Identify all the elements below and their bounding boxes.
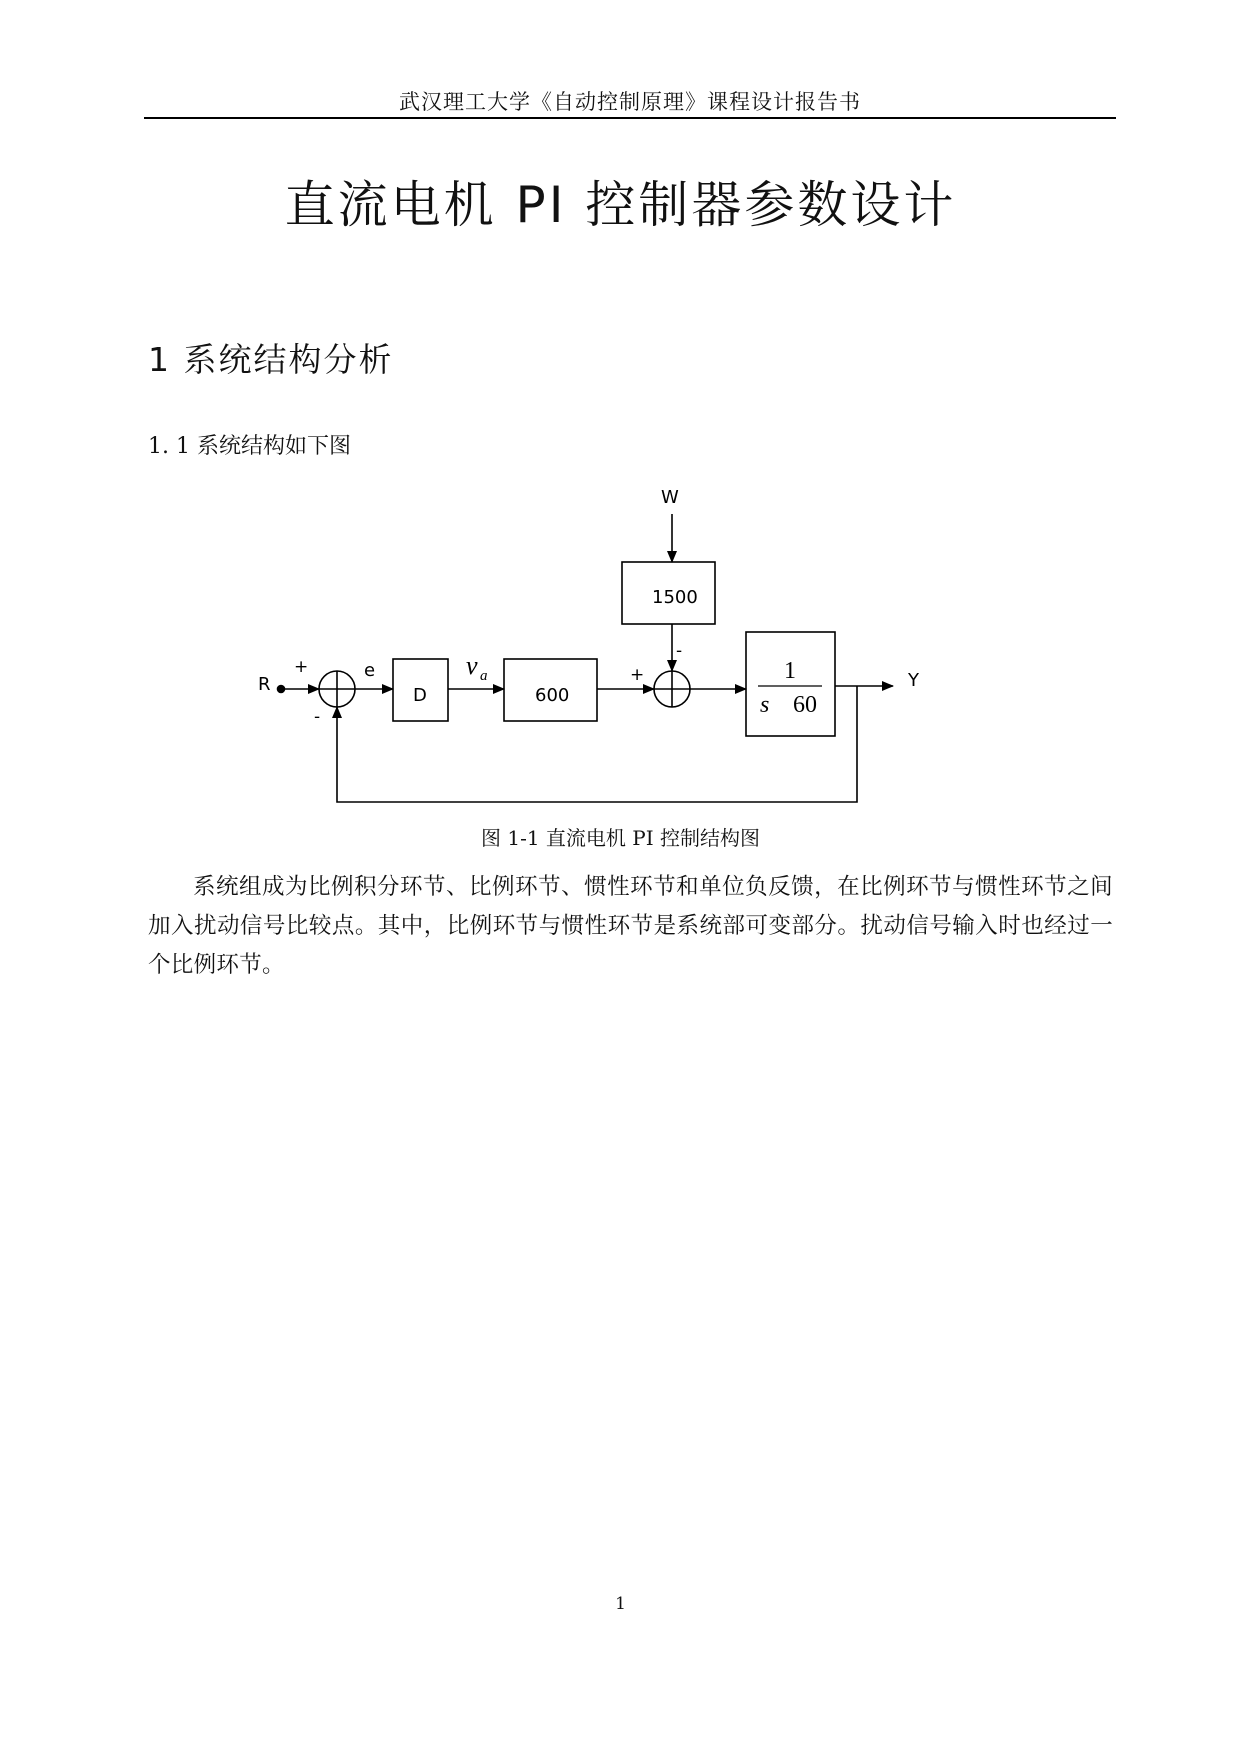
signal-v: v bbox=[466, 651, 478, 680]
plant-denominator-s: s bbox=[760, 692, 770, 718]
controller-label: D bbox=[413, 685, 427, 706]
section-heading: 1 系统结构分析 bbox=[148, 340, 394, 379]
page-header: 武汉理工大学《自动控制原理》课程设计报告书 bbox=[399, 90, 861, 114]
subsection-heading: 1. 1 系统结构如下图 bbox=[148, 434, 351, 459]
plant-block bbox=[746, 632, 835, 736]
minus-sign-1: - bbox=[314, 707, 321, 727]
figure-caption: 图 1-1 直流电机 PI 控制结构图 bbox=[481, 826, 760, 850]
block-diagram bbox=[0, 0, 1241, 820]
document-title: 直流电机 PI 控制器参数设计 bbox=[284, 176, 957, 234]
plus-sign-2: + bbox=[630, 665, 645, 685]
plus-sign-1: + bbox=[294, 657, 309, 677]
output-label: Y bbox=[908, 670, 919, 691]
plant-numerator: 1 bbox=[784, 658, 796, 684]
disturbance-block-label: 1500 bbox=[652, 587, 698, 608]
signal-v-sub: a bbox=[480, 668, 488, 684]
minus-sign-2: - bbox=[676, 641, 683, 661]
error-label: e bbox=[364, 660, 376, 681]
gain-label: 600 bbox=[535, 685, 570, 706]
disturbance-label: W bbox=[661, 487, 679, 508]
summing-junction-1 bbox=[319, 671, 355, 707]
plant-denominator-const: 60 bbox=[793, 692, 817, 718]
input-label: R bbox=[258, 674, 271, 695]
body-paragraph: 系统组成为比例积分环节、比例环节、惯性环节和单位负反馈，在比例环节与惯性环节之间加入扰动信号比较点。其中，比例环节与惯性环节是系统部可变部分。扰动信号输入时也经过一个比例环节。 bbox=[148, 874, 1113, 978]
summing-junction-2 bbox=[654, 671, 690, 707]
page-number: 1 bbox=[615, 1594, 626, 1614]
